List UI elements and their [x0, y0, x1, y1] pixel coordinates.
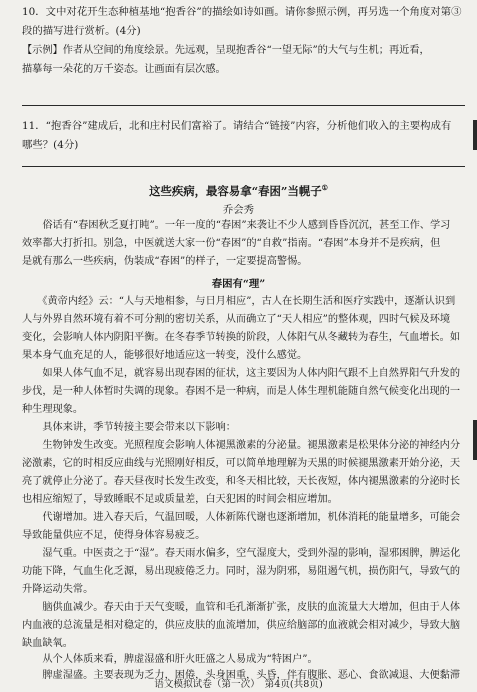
- page-footer: 语文模拟试卷（第一次） 第4页(共8页): [154, 679, 323, 690]
- body-line: 亮了就停止分泌了。春天昼夜时长发生改变，和冬天相比较，天长夜短，体内褪黑激素的分泌时长: [22, 476, 461, 487]
- q10-example-line2: 描摹每一朵花的万千姿态。让画面有层次感。: [22, 64, 226, 75]
- q10-line1: 10．文中对花开生态种植基地“抱香谷”的描绘如诗如画。请你参照示例，再另选一个角度对第③: [22, 6, 462, 18]
- body-line: 步伐，是一种人体暂时失调的现象。春困不是一种病，而是人体生理机能随自然气候变化出现的一: [22, 386, 461, 397]
- body-line: 泌激素，它的时相反应曲线与光照刚好相反，可以简单地理解为天黑的时候褪黑激素开始分泌，天: [22, 458, 461, 469]
- article-title: [0, 183, 477, 199]
- body-line: 从个人体质来看，脾虚湿盛和肝火旺盛之人易成为“特困户”。: [22, 654, 318, 665]
- scan-edge-mark: [473, 420, 477, 460]
- section-subheading: 春困有“理”: [211, 278, 266, 290]
- body-line: 俗话有“春困秋乏夏打盹”。一年一度的“春困”来袭让不少人感到昏昏沉沉，甚至工作、学习: [22, 220, 451, 231]
- body-line: 《黄帝内经》云：“人与天地相参，与日月相应”，古人在长期生活和医疗实践中，逐渐认识到: [22, 296, 456, 307]
- scan-edge-mark: [473, 120, 477, 150]
- body-line: 缺血缺氧。: [22, 638, 73, 649]
- answer-line: [22, 166, 465, 167]
- body-line: 人与外界自然环境有着不可分割的密切关系，从而确立了“天人相应”的整体观，四时气候及环境: [22, 314, 451, 325]
- body-line: 是就有那么一些疾病，伪装成“春困”的样子，一定要提高警惕。: [22, 256, 308, 267]
- body-line: 内血液的总流量是相对稳定的，供应皮肤的血流增加，供应给脑部的血液就会相对减少，导致大脑: [22, 620, 461, 631]
- answer-line: [22, 105, 465, 106]
- body-line: 功能下降，气血生化乏源，易出现疲倦乏力。同时，湿为阴邪，易阻遏气机，损伤阳气，导致气的: [22, 566, 461, 577]
- q11-line1: 11．“抱香谷”建成后，北和庄村民们富裕了。请结合“链接”内容，分析他们收入的主要构成有: [22, 120, 452, 132]
- body-line: 具体来讲，季节转接主要会带来以下影响：: [22, 422, 236, 433]
- q10-example-line1: 【示例】作者从空间的角度绘景。先远观，呈现抱香谷“一望无际”的大气与生机；再近看，: [22, 45, 430, 56]
- body-line: 变化，会影响人体内阴阳平衡。在冬春季节转换的阶段，人体阳气从冬藏转为春生，气血增长。如: [22, 332, 461, 343]
- body-line: 代谢增加。进入春天后，气温回暖，人体新陈代谢也逐渐增加，机体消耗的能量增多，可能会: [22, 512, 461, 523]
- body-line: 果本身气血充足的人，能够很好地适应这一转变，没什么感觉。: [22, 350, 308, 361]
- body-line: 湿气重。中医责之于“湿”。春天雨水偏多，空气湿度大，受到外湿的影响，湿邪困脾，脾运化: [22, 548, 461, 559]
- q11-line2: 哪些？(4分): [22, 139, 79, 151]
- body-line: 导致能量供应不足，使得身体容易疲乏。: [22, 530, 206, 541]
- body-line: 脑供血减少。春天由于天气变暖，血管和毛孔渐渐扩张，皮肤的血流量大大增加，但由于人体: [22, 602, 461, 613]
- body-line: 也相应缩短了，导致睡眠不足或质量差，白天犯困的时间会相应增加。: [22, 494, 338, 505]
- body-line: 升降运动失常。: [22, 584, 94, 595]
- body-line: 种生理现象。: [22, 404, 84, 415]
- article-author: 乔会秀: [222, 204, 255, 216]
- q10-line2: 段的描写进行赏析。(4分): [22, 25, 141, 37]
- body-line: 如果人体气血不足，就容易出现春困的征状，这主要因为人体内阳气跟不上自然界阳气升发的: [22, 368, 461, 379]
- footnote-mark: ①: [321, 183, 328, 193]
- body-line: 生物钟发生改变。光照程度会影响人体褪黑激素的分泌量。褪黑激素是松果体分泌的神经内分: [22, 440, 461, 451]
- body-line: 效率都大打折扣。别急，中医就送大家一份“春困”的“自救”指南。“春困”本身并不是疾病，但: [22, 238, 441, 249]
- article-title-text: 这些疾病，最容易拿“春困”当幌子: [149, 184, 322, 198]
- body-line: 脾虚湿盛。主要表现为乏力，困倦，头身困重，头昏，伴有腹胀、恶心、食欲减退、大便黏滞: [22, 670, 461, 681]
